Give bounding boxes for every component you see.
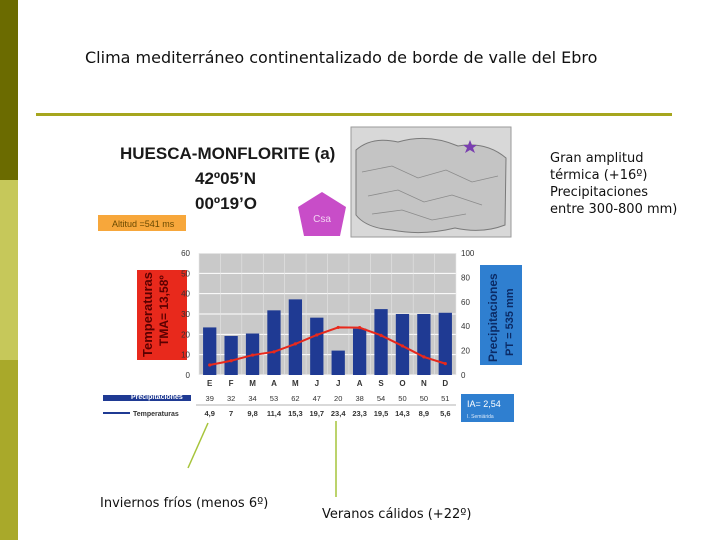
precip-cell: 62 [291,394,300,403]
winter-arrow [188,423,208,468]
station-longitude: 00º19’O [195,194,257,213]
temp-cell: 9,8 [247,409,258,418]
temp-values-row [204,409,450,418]
left-tick-label: 10 [181,350,190,360]
precip-cell: 38 [355,394,364,403]
winter-note: Inviernos fríos (menos 6º) [100,496,269,511]
summer-note: Veranos cálidos (+22º) [322,507,472,522]
month-label: D [442,379,449,388]
precip-cell: 51 [441,394,450,403]
temperature-point [401,344,404,347]
right-axis-ticks [461,249,475,380]
note-line: Precipitaciones [550,185,649,200]
temp-cell: 5,6 [440,409,451,418]
right-tick-label: 100 [461,249,475,258]
precip-cell: 53 [269,394,279,403]
month-label: M [249,379,256,388]
temperature-point [272,350,275,353]
temperature-point [358,326,361,329]
left-axis-label-2: TMA= 13,58º [157,275,171,346]
temp-cell: 19,5 [373,409,389,418]
temperature-point [444,362,447,365]
month-label: A [356,379,363,388]
note-line: entre 300-800 mm) [550,202,678,217]
note-line: Gran amplitud [550,151,644,166]
month-label: M [292,379,299,388]
left-tick-label: 50 [181,269,190,279]
precipitation-bar [289,299,302,375]
temperature-point [230,359,233,362]
temp-cell: 14,3 [395,409,410,418]
temperature-point [294,342,297,345]
temp-cell: 15,3 [288,409,303,418]
right-axis-label-2: PT = 535 mm [504,288,516,356]
month-labels [207,379,448,388]
precip-cell: 50 [419,394,429,403]
temp-cell: 19,7 [309,409,325,418]
left-tick-label: 40 [181,289,190,299]
precip-values-row [206,394,450,403]
station-latitude: 42º05’N [195,169,257,188]
precipitation-bar [374,309,387,375]
left-tick-label: 60 [181,249,190,258]
altitude-label: Altitud =541 ms [112,219,175,229]
month-label: F [228,379,234,388]
precipitation-bar [267,310,280,375]
right-tick-label: 60 [461,297,470,307]
temp-cell: 8,9 [418,409,430,418]
temp-cell: 23,4 [330,409,346,418]
temperature-point [251,353,254,356]
precipitation-bar [224,336,237,375]
temperature-point [208,363,211,366]
note-line: térmica (+16º) [550,168,648,183]
precip-row-label: Precipitaciones [131,394,183,401]
temperature-point [337,326,340,329]
precipitation-bar [310,318,323,375]
precip-cell: 34 [248,394,257,403]
slide-title: Clima mediterráneo continentalizado de borde de valle del Ebro [85,48,598,67]
left-axis-ticks [181,249,190,380]
temperature-point [315,333,318,336]
month-label: N [420,379,427,388]
left-tick-label: 0 [185,371,190,380]
precip-cell: 50 [398,394,407,403]
precipitation-bar [353,329,366,375]
temperature-point [422,355,425,358]
temp-row-label: Temperaturas [133,411,179,418]
right-tick-label: 0 [461,371,466,380]
right-tick-label: 80 [461,273,470,283]
month-label: E [207,379,213,388]
aridity-index: IA= 2,54 [467,399,501,409]
left-tick-label: 30 [181,310,190,319]
precipitation-bar [203,327,216,375]
left-tick-label: 20 [181,330,190,340]
koppen-label: Csa [313,214,331,225]
month-label: A [271,379,277,388]
month-label: J [314,379,320,388]
temp-cell: 11,4 [266,409,282,418]
precip-cell: 47 [312,394,321,403]
aridity-note: I. Semiárida [467,414,494,420]
right-axis-label: Precipitaciones [486,273,500,362]
location-map [351,127,511,237]
month-label: J [335,379,341,388]
precipitation-bar [439,313,452,375]
temp-cell: 7 [229,409,234,418]
temperature-point [379,334,382,337]
left-axis-label: Temperaturas [140,271,155,357]
temp-cell: 4,9 [204,409,215,418]
right-tick-label: 40 [461,322,470,332]
precipitation-bar [417,314,430,375]
precip-cell: 54 [376,394,386,403]
precipitation-bar [332,351,345,375]
precip-cell: 39 [205,394,214,403]
right-tick-label: 20 [461,346,470,356]
precip-cell: 32 [226,394,236,403]
map-landmass [356,138,506,232]
station-name: HUESCA-MONFLORITE (a) [120,144,336,163]
temp-cell: 23,3 [352,409,367,418]
month-label: S [378,379,384,388]
precip-cell: 20 [334,394,343,403]
month-label: O [399,379,406,388]
